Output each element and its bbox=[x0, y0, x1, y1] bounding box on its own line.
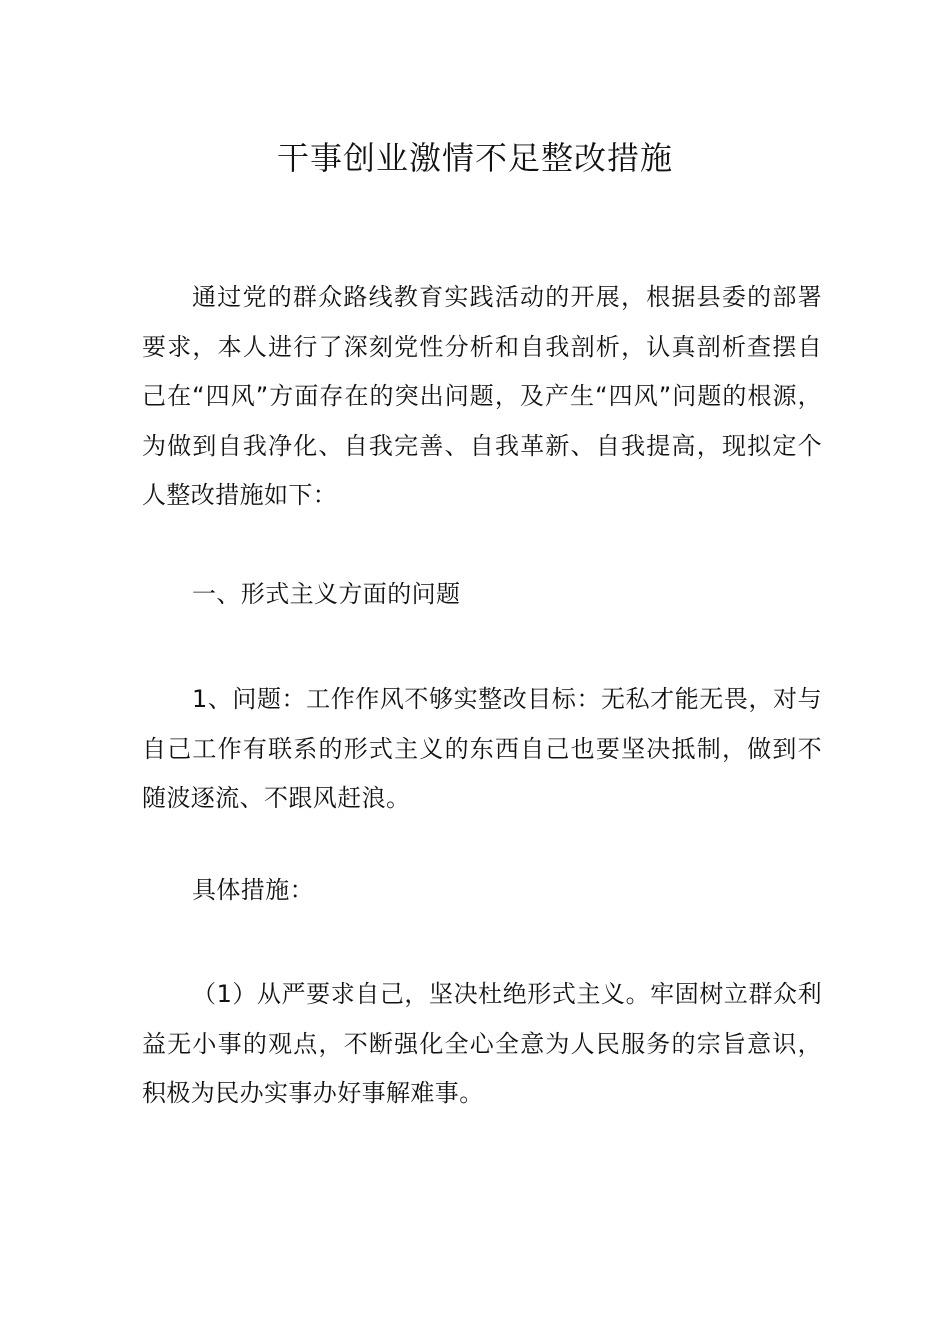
issue-1-paragraph: 1、问题：工作作风不够实整改目标：无私才能无畏，对与自己工作有联系的形式主义的东西自己也要坚决抵制，做到不随波逐流、不跟风赶浪。 bbox=[142, 685, 822, 812]
intro-paragraph: 通过党的群众路线教育实践活动的开展，根据县委的部署要求，本人进行了深刻党性分析和自我剖析，认真剖析查摆自己在“四风”方面存在的突出问题，及产生“四风”问题的根源，为做到自我净化、自我完善、自我革新、自我提高，现拟定个人整改措施如下： bbox=[142, 283, 822, 509]
measures-heading: 具体措施： bbox=[192, 876, 314, 904]
section-heading-formalism: 一、形式主义方面的问题 bbox=[192, 580, 461, 608]
document-title: 干事创业激情不足整改措施 bbox=[276, 139, 673, 177]
measure-1-paragraph: （1）从严要求自己，坚决杜绝形式主义。牢固树立群众利益无小事的观点，不断强化全心全意为人民服务的宗旨意识，积极为民办实事办好事解难事。 bbox=[142, 980, 822, 1107]
